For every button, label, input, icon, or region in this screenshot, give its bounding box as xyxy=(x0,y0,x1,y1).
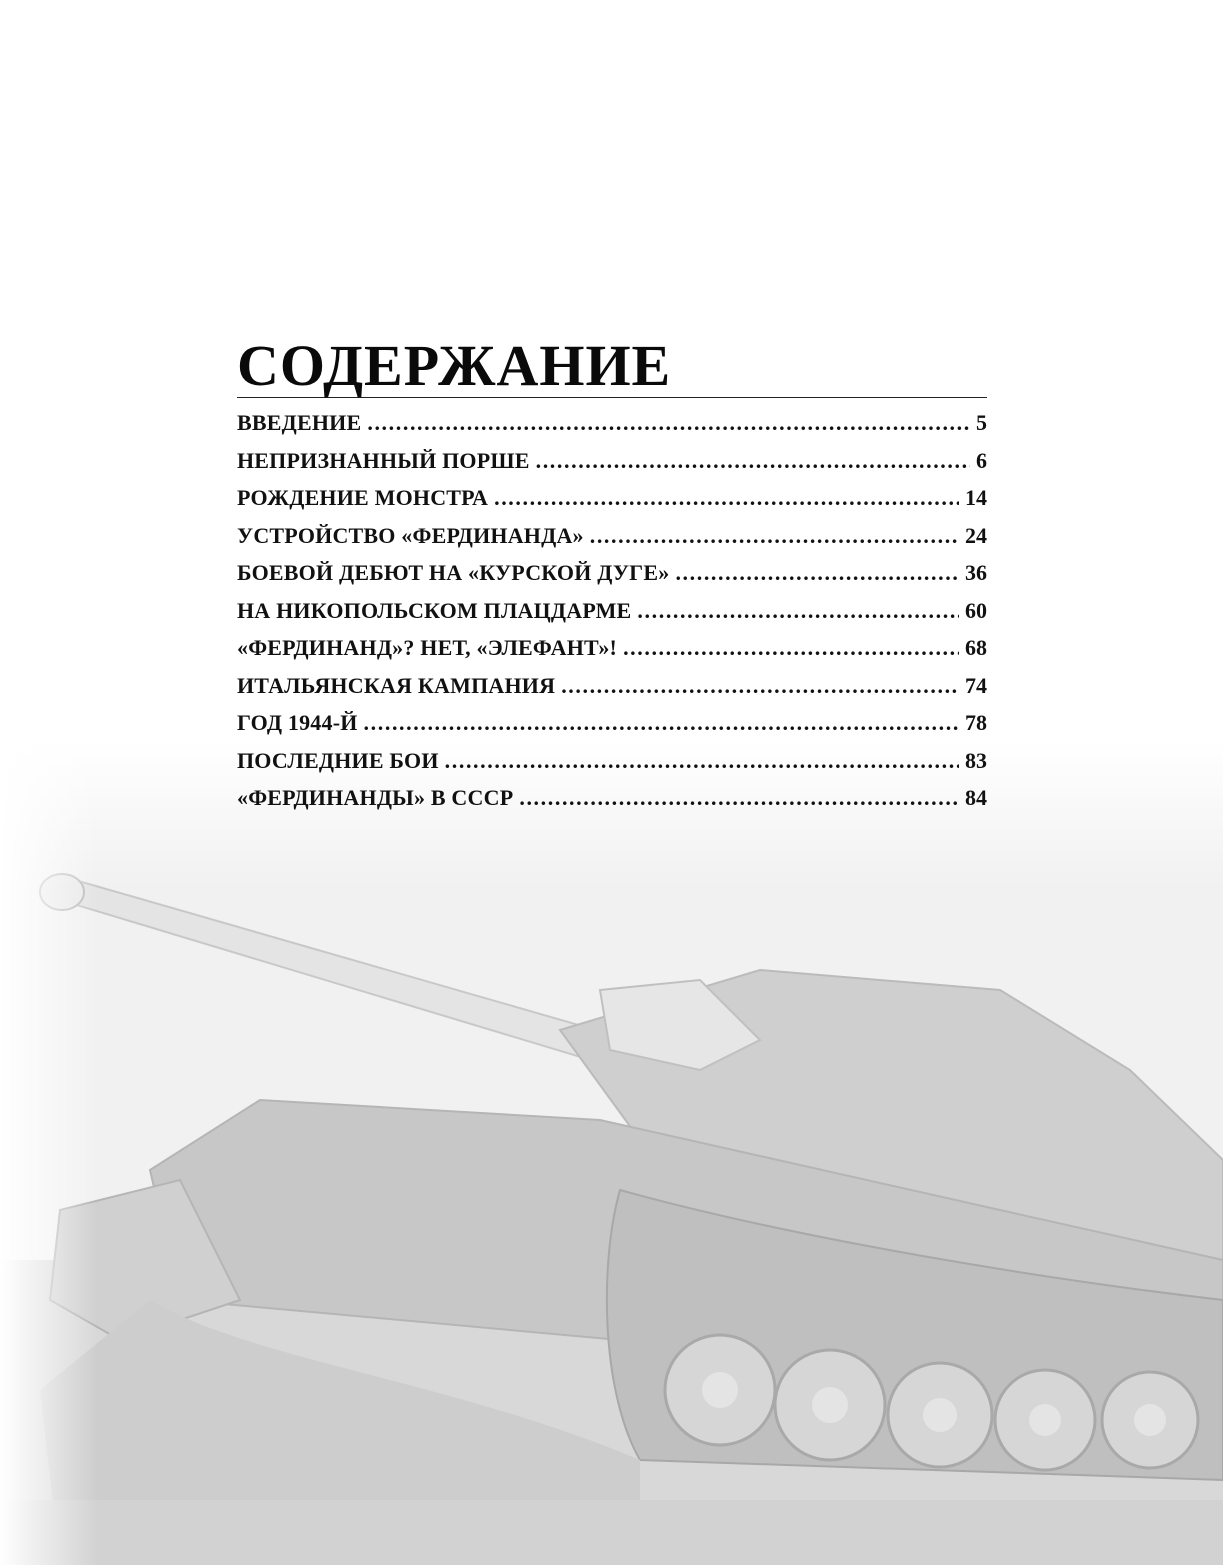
toc-entry-label: ВВЕДЕНИЕ xyxy=(237,410,362,435)
toc-dot-leader xyxy=(675,554,959,592)
toc-dot-leader xyxy=(536,442,970,480)
toc-entry-label: ГОД 1944-Й xyxy=(237,710,358,735)
toc-entry[interactable] xyxy=(237,592,987,630)
toc-entry-page-number: 14 xyxy=(965,485,987,510)
toc-entry-label: БОЕВОЙ ДЕБЮТ НА «КУРСКОЙ ДУГЕ» xyxy=(237,560,670,585)
toc-dot-leader xyxy=(367,404,970,442)
toc-dot-leader xyxy=(590,517,959,555)
toc-entry-page-number: 78 xyxy=(965,710,987,735)
toc-dot-leader xyxy=(364,704,959,742)
toc-title: СОДЕРЖАНИЕ xyxy=(237,333,672,398)
toc-entry[interactable] xyxy=(237,742,987,780)
toc-entry-page-number: 68 xyxy=(965,635,987,660)
toc-entry-label: РОЖДЕНИЕ МОНСТРА xyxy=(237,485,489,510)
toc-dot-leader xyxy=(637,592,959,630)
toc-entry-label: «ФЕРДИНАНД»? НЕТ, «ЭЛЕФАНТ»! xyxy=(237,635,618,660)
toc-entry[interactable] xyxy=(237,667,987,705)
toc-entry-label: ИТАЛЬЯНСКАЯ КАМПАНИЯ xyxy=(237,672,556,698)
toc-list xyxy=(237,404,987,817)
toc-entry-page-number: 5 xyxy=(976,410,987,435)
toc-dot-leader xyxy=(561,667,959,705)
toc-entry[interactable] xyxy=(237,704,987,742)
toc-entry[interactable] xyxy=(237,442,987,480)
toc-entry[interactable] xyxy=(237,517,987,555)
toc-entry-page-number: 83 xyxy=(965,747,987,773)
toc-entry[interactable] xyxy=(237,404,987,442)
toc-entry-page-number: 84 xyxy=(965,785,987,810)
toc-entry[interactable] xyxy=(237,779,987,817)
toc-entry[interactable] xyxy=(237,554,987,592)
toc-entry-label: УСТРОЙСТВО «ФЕРДИНАНДА» xyxy=(237,522,584,548)
toc-entry[interactable] xyxy=(237,479,987,517)
toc-entry-page-number: 60 xyxy=(965,597,987,623)
toc-dot-leader xyxy=(494,479,959,517)
table-of-contents xyxy=(237,335,987,817)
toc-entry-page-number: 36 xyxy=(965,560,987,585)
toc-entry-page-number: 6 xyxy=(976,447,987,473)
toc-dot-leader xyxy=(445,742,959,780)
toc-entry-page-number: 74 xyxy=(965,672,987,698)
toc-dot-leader xyxy=(623,629,959,667)
toc-entry-label: «ФЕРДИНАНДЫ» В СССР xyxy=(237,785,514,810)
tank-illustration xyxy=(0,740,1223,1565)
toc-dot-leader xyxy=(519,779,959,817)
toc-entry-label: НЕПРИЗНАННЫЙ ПОРШЕ xyxy=(237,447,530,473)
toc-entry-label: НА НИКОПОЛЬСКОМ ПЛАЦДАРМЕ xyxy=(237,597,632,623)
toc-entry-page-number: 24 xyxy=(965,522,987,548)
toc-entry[interactable] xyxy=(237,629,987,667)
toc-entry-label: ПОСЛЕДНИЕ БОИ xyxy=(237,747,439,773)
